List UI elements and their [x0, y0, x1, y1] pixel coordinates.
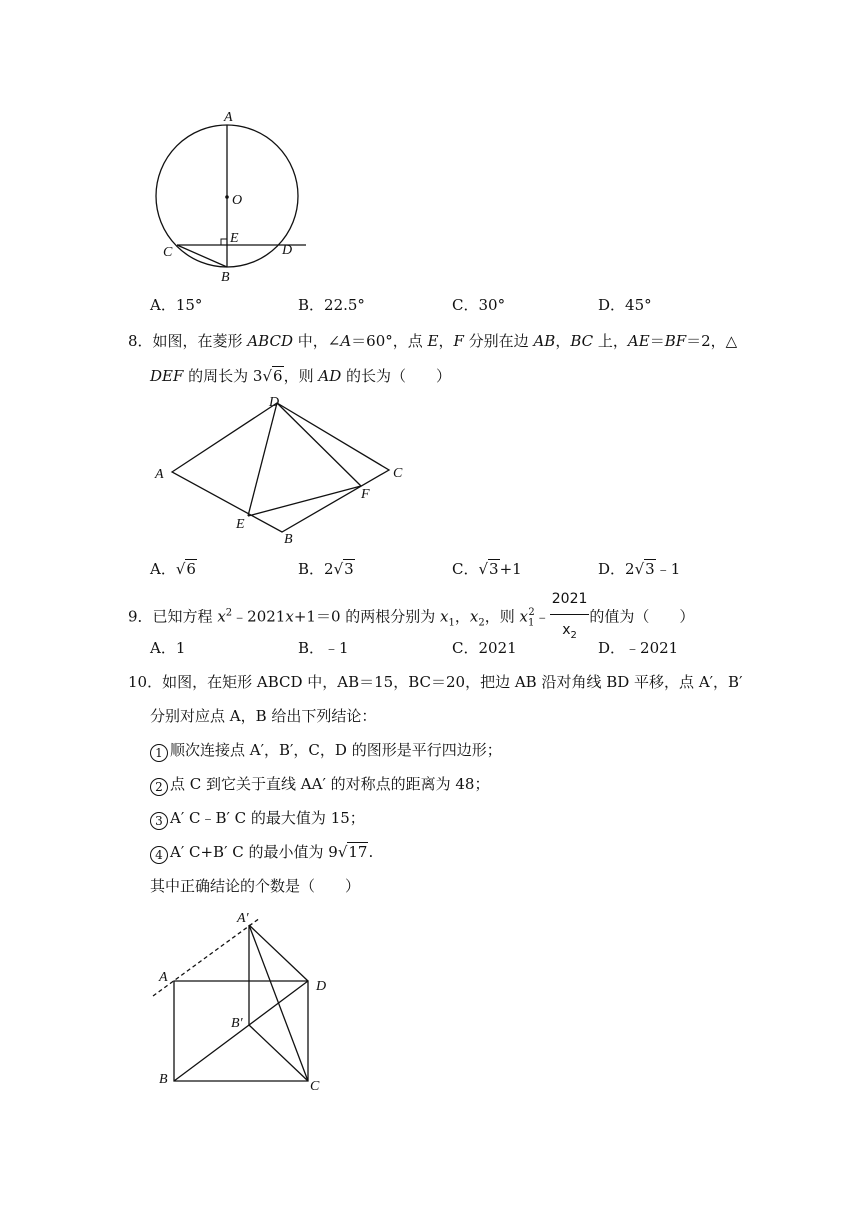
- label-b: B: [159, 1072, 168, 1087]
- q9-stem: [128, 584, 695, 641]
- dashed-line-aa: [153, 918, 260, 996]
- q9-sub: 2: [478, 617, 485, 629]
- q10-text: 点 C 到它关于直线 AA′ 的对称点的距离为 48；: [170, 775, 490, 793]
- circled-number: 4: [150, 846, 168, 864]
- q8-stem-line-1: [128, 330, 737, 351]
- segment-apd: [249, 925, 308, 981]
- q8-text: C．: [452, 560, 479, 578]
- q9-sub: 2: [570, 629, 577, 641]
- right-angle-mark: [221, 239, 227, 245]
- label-f: F: [361, 487, 370, 502]
- q9-sub: 1: [448, 617, 455, 629]
- q9-text: 的值为（ ）: [589, 607, 695, 626]
- q8-text: 上，: [593, 332, 628, 350]
- q8-rhombus-figure: [145, 390, 415, 550]
- q10-conclusion-3: [150, 807, 365, 830]
- radicand: 6: [186, 560, 196, 578]
- segment-apc: [249, 925, 308, 1081]
- q8-stem-line-2: [150, 365, 451, 386]
- q9-text: ﹣: [534, 607, 550, 626]
- q8-text: AE: [627, 332, 650, 350]
- circled-number: 1: [150, 744, 168, 762]
- q9-text: ﹣2021: [232, 607, 286, 626]
- sqrt-sign: √17: [337, 843, 368, 861]
- q9-number: 9．: [128, 607, 153, 626]
- q10-stem-line-2: 分别对应点 A，B 给出下列结论：: [150, 707, 377, 725]
- q9-text: +1＝0 的两根分别为: [293, 607, 441, 626]
- diagonal-bd: [174, 981, 308, 1081]
- q9-text: ，则: [484, 607, 520, 626]
- circled-number: 2: [150, 778, 168, 796]
- label-bp: B′: [231, 1016, 243, 1031]
- q8-text: F: [453, 332, 464, 350]
- q8-text: ，: [438, 332, 454, 350]
- q8-option-c[interactable]: [452, 558, 522, 579]
- q9-text: x: [440, 607, 449, 626]
- label-e: E: [230, 231, 239, 246]
- q9-text: x: [217, 607, 226, 626]
- q10-conclusion-1: [150, 739, 502, 762]
- q8-text: ＝: [649, 332, 665, 350]
- q7-circle-figure: [140, 105, 320, 290]
- q9-option-a[interactable]: A．1: [150, 639, 186, 657]
- q8-text: 分别在边: [463, 332, 534, 350]
- q8-text: DEF: [150, 367, 184, 385]
- q9-text: x: [285, 607, 294, 626]
- label-c: C: [163, 245, 173, 260]
- q10-rectangle-figure: [145, 900, 345, 1095]
- q8-text: BC: [570, 332, 594, 350]
- q10-question: 其中正确结论的个数是（ ）: [150, 877, 361, 895]
- q8-option-b[interactable]: [298, 558, 355, 579]
- label-ap: A′: [237, 911, 249, 926]
- radicand: 17: [348, 843, 368, 861]
- q7-option-d[interactable]: D．45°: [598, 296, 652, 314]
- q8-text: ，则: [283, 367, 319, 385]
- segment-cb: [177, 245, 227, 267]
- q9-sub: 1: [527, 617, 535, 629]
- label-c: C: [310, 1079, 320, 1094]
- q8-text: +1: [499, 560, 522, 578]
- q9-text: x: [469, 607, 479, 626]
- q7-option-b[interactable]: B．22.5°: [298, 296, 365, 314]
- segment-ef: [248, 486, 361, 516]
- fraction-numerator: 2021: [550, 584, 590, 615]
- q8-option-a[interactable]: [150, 558, 197, 579]
- q10-number: 10．: [128, 673, 163, 691]
- q8-text: A．: [150, 560, 176, 578]
- q10-stem-line-1: [128, 671, 743, 692]
- q10-conclusion-2: [150, 773, 489, 796]
- q10-text: A′ C+B′ C 的最小值为 9: [170, 843, 338, 861]
- q9-sup: 2: [528, 607, 535, 619]
- center-dot: [225, 195, 229, 199]
- q8-text: AB: [533, 332, 556, 350]
- q10-text: .: [368, 843, 374, 861]
- q8-text: ﹣1: [655, 560, 681, 578]
- q8-text: ＝60°，点: [351, 332, 428, 350]
- label-c: C: [393, 466, 403, 481]
- label-a: A: [155, 467, 164, 482]
- q8-text: ＝2，△: [686, 332, 738, 350]
- radicand: 3: [344, 560, 354, 578]
- q9-text: ，: [454, 607, 470, 626]
- sqrt-sign: √3: [333, 560, 354, 578]
- circled-number: 3: [150, 812, 168, 830]
- q10-text: 如图，在矩形 ABCD 中，AB＝15，BC＝20，把边 AB 沿对角线 BD 平移，点 A′，B′: [162, 673, 743, 691]
- q8-text: ABCD: [247, 332, 293, 350]
- sqrt-sign: √6: [175, 560, 196, 578]
- radicand: 3: [489, 560, 499, 578]
- q10-conclusion-4: [150, 841, 373, 864]
- q7-option-c[interactable]: C．30°: [452, 296, 506, 314]
- segment-df: [277, 403, 361, 486]
- q8-text: A: [340, 332, 352, 350]
- q9-text: x: [562, 622, 571, 638]
- rhombus-abcd: [172, 403, 389, 532]
- label-o: O: [232, 193, 243, 208]
- q8-text: E: [427, 332, 439, 350]
- radicand: 6: [273, 367, 283, 385]
- sqrt-sign: √3: [478, 560, 499, 578]
- q8-number: 8．: [128, 332, 153, 350]
- radicand: 3: [645, 560, 655, 578]
- fraction-denominator: [550, 615, 590, 651]
- label-a: A: [159, 970, 168, 985]
- q8-text: AD: [318, 367, 342, 385]
- label-d: D: [282, 243, 293, 258]
- label-e: E: [236, 517, 245, 532]
- label-d: D: [269, 395, 280, 410]
- label-b: B: [221, 270, 230, 285]
- label-b: B: [284, 532, 293, 547]
- q8-text: BF: [664, 332, 687, 350]
- q8-text: ，: [555, 332, 571, 350]
- q8-text: 如图，在菱形: [152, 332, 248, 350]
- q9-option-b[interactable]: B．﹣1: [298, 639, 349, 657]
- q8-text: 的长为（ ）: [341, 367, 452, 385]
- q10-text: A′ C﹣B′ C 的最大值为 15；: [170, 809, 365, 827]
- q9-option-d[interactable]: D．﹣2021: [598, 639, 679, 657]
- q9-sup: 2: [225, 607, 233, 619]
- segment-bpc: [249, 1025, 308, 1081]
- q8-text: D．2: [598, 560, 635, 578]
- label-a: A: [224, 110, 233, 125]
- sqrt-sign: √6: [262, 367, 283, 385]
- q8-option-d[interactable]: [598, 558, 680, 579]
- q10-text: 顺次连接点 A′，B′，C，D 的图形是平行四边形；: [170, 741, 502, 759]
- q8-text: 中，∠: [292, 332, 341, 350]
- q8-text: B．2: [298, 560, 334, 578]
- q9-text: 已知方程: [152, 607, 218, 626]
- q7-option-a[interactable]: A．15°: [150, 296, 203, 314]
- label-d: D: [316, 979, 327, 994]
- q9-option-c[interactable]: C．2021: [452, 639, 517, 657]
- sqrt-sign: √3: [634, 560, 655, 578]
- fraction: [550, 584, 590, 651]
- q8-text: 的周长为 3: [183, 367, 263, 385]
- q9-text: x: [519, 607, 528, 626]
